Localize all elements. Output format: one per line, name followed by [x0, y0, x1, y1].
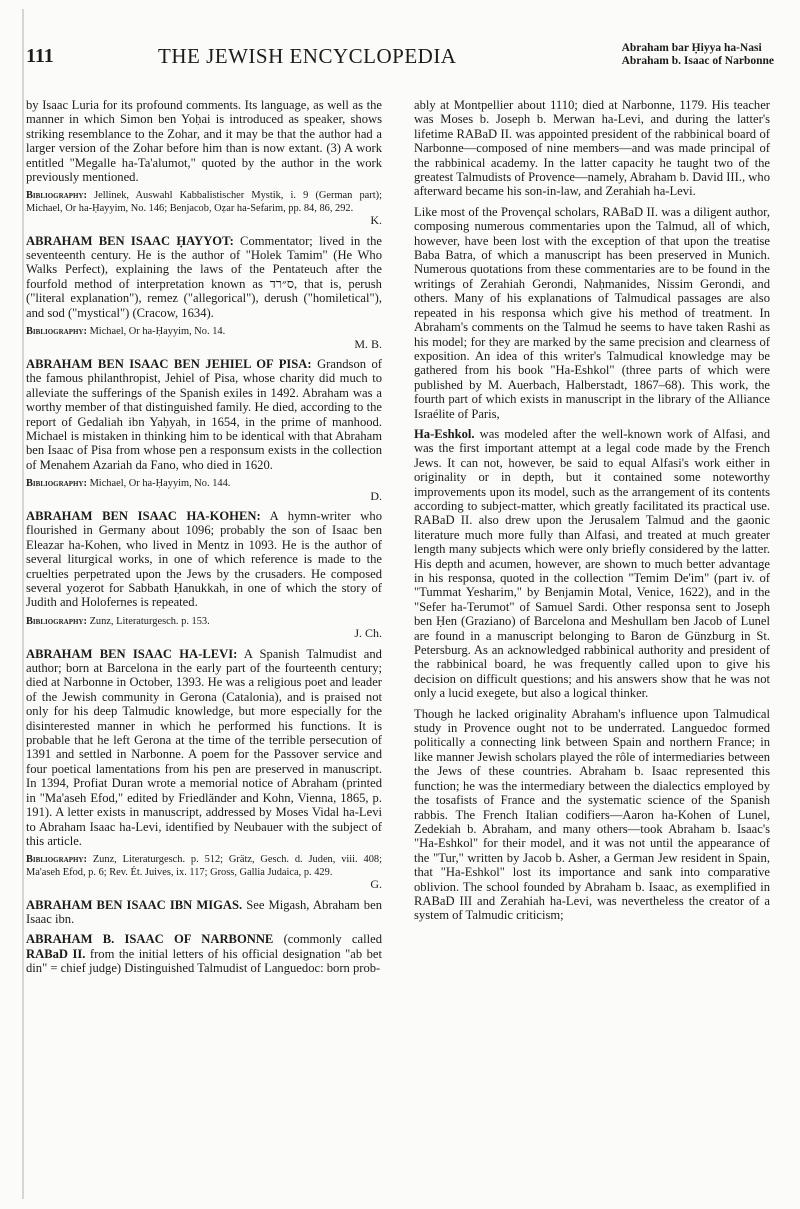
paragraph: ably at Montpellier about 1110; died at Narbonne, 1179. His teacher was Moses b. Joseph b. Merwan ha-Levi, and during the latter's lifetime RABaD II. was appointed president of the rabbinical board of Narbonne—composed of nine members—and was made principal of the rabbinical academy. In the latter capacity he taught two of the greatest Talmudists of Provence—namely, Abraham b. David III., who afterward became his son-in-law, and Zerahiah ha-Levi. [414, 98, 770, 199]
bibliography-label: Bibliography: [26, 190, 87, 202]
entry-heading: ABRAHAM B. ISAAC OF NARBONNE [26, 932, 274, 947]
entry-text: See Migash, Abraham ben Isaac ibn. [26, 897, 382, 926]
entry [26, 898, 382, 927]
page-edge-rule [22, 9, 24, 1199]
side-heading: Ha-Eshkol. [414, 426, 475, 441]
entry-heading: ABRAHAM BEN ISAAC HA-KOHEN: [26, 508, 261, 523]
bibliography [26, 854, 382, 879]
entry-text: Commentator; lived in the seventeenth century. He is the author of "Holek Tamim" (He Who Walks Perfect), explaining the laws of the Pentateuch after the fourfold method of interpretation known as ס״רד, that is, perush ("literal explanation"), remez ("allegorical"), derush ("homiletical"), and sod ("mystical") (Cracow, 1634). [26, 233, 382, 320]
running-head-line-2: Abraham b. Isaac of Narbonne [621, 55, 774, 67]
bibliography-text: Michael, Or ha-Ḥayyim, No. 14. [89, 326, 226, 338]
bibliography-text: Zunz, Literaturgesch. p. 512; Grätz, Gesch. d. Juden, viii. 408; Ma'aseh Efod, p. 6; Rev. Ét. Juives, ix. 117; Gross, Gallia Judaica, p. 429. [26, 854, 382, 878]
bibliography-text: Michael, Or ha-Ḥayyim, No. 144. [89, 478, 231, 490]
left-column [26, 98, 382, 982]
bibliography-label: Bibliography: [26, 478, 87, 490]
entry-heading: ABRAHAM BEN ISAAC IBN MIGAS. [26, 897, 243, 912]
entry-heading: ABRAHAM BEN ISAAC HA-LEVI: [26, 646, 238, 661]
entry [26, 357, 382, 472]
entry-heading: ABRAHAM BEN ISAAC ḤAYYOT: [26, 233, 234, 248]
running-head [622, 42, 774, 68]
paragraph: Like most of the Provençal scholars, RABaD II. was a diligent author, composing numerous commentaries upon the Talmud, all of which, however, have been lost with the exception of that upon the treatise Baba Batra, of which a manuscript has been preserved in Munich. Numerous quotations from these commentaries are to be found in the writings of Zerahiah Gerondi, Naḥmanides, Nissim Gerondi, and others. Many of his explanations of Talmudical passages are also repeated in his responsa which give his method of treatment. In Abraham's comments on the Talmud he seems to have taken Rashi as his model; for they are marked by the same precision and clearness of exposition. An idea of this writer's Talmudical knowledge may be gathered from his book "Ha-Eshkol" (three parts of which were published by M. Auerbach, Halberstadt, 1867–68). This work, the fourth part of which exists in manuscript in the library of the Alliance Israélite of Paris, [414, 204, 770, 421]
paragraph-text: was modeled after the well-known work of Alfasi, and was the first important attempt at a legal code made by the French Jews. It can not, however, be said to equal Alfasi's work either in originality or in depth, but it contained some noteworthy improvements upon its model, such as the arrangement of its contents according to subject-matter, which greatly facilitated its practical use. RABaD II. also drew upon the Jerusalem Talmud and the gaonic literature much more fully than Alfasi, and treated at much greater length many subjects which were only briefly considered by the latter. His depth and acumen, however, are shown to much better advantage in his responsa, quoted in the collection "Temim De'im" (part iv. of "Tummat Yesharim," by Benjamin Motal, Venice, 1622), and in the "Sefer ha-Terumot" of Samuel Sardi. Other responsa sent to Joseph ben Ḥen (Graziano) of Barcelona and Meshullam ben Jacob of Lunel are found in a manuscript belonging to Baron de Günzburg in St. Petersburg. As an acknowledged rabbinical authority and president of the rabbinical board, he was frequently called upon to give his decision on difficult questions; and his answers show that he was not only a lucid exegete, but also a logical thinker. [414, 426, 770, 701]
page-number: 111 [26, 45, 54, 67]
author-signature: K. [370, 213, 382, 228]
bibliography-label: Bibliography: [26, 854, 87, 866]
author-signature: G. [370, 877, 382, 892]
entry [26, 509, 382, 610]
entry-heading: ABRAHAM BEN ISAAC BEN JEHIEL OF PISA: [26, 356, 312, 371]
paragraph [414, 427, 770, 701]
right-column [414, 98, 770, 929]
paragraph: Though he lacked originality Abraham's influence upon Talmudical study in Provence ought not to be underrated. Languedoc formed politically a connecting link between Spain and northern France; in like manner Jewish scholars played the rôle of intermediaries between the Jews of these countries. Abraham b. Isaac represented this function; he was the intermediary between the dialectics employed by the tosafists of France and the systematic science of the Spanish rabbis. The French Italian codifiers—Aaron ha-Kohen of Lunel, Zedekiah b. Abraham, and many others—took Abraham b. Isaac's "Ha-Eshkol" for their model, and it was not until the appearance of the "Tur," written by Jacob b. Asher, a German Jew resident in Spain, that "Ha-Eshkol" lost its importance and sank into comparative oblivion. The school founded by Abraham b. Isaac, as exemplified in RABaD III and Zerahiah ha-Levi, was nevertheless the creator of a system of Talmudic criticism; [414, 706, 770, 923]
paragraph: by Isaac Luria for its profound comments. Its language, as well as the manner in which Simon ben Yoḥai is introduced as speaker, shows striking resemblance to the Zohar, and it may be that the author had a larger version of the Zohar before him than is now extant. (3) A work entitled "Megalle ha-Ta'alumot," quoted by the author in the work previously mentioned. [26, 98, 382, 185]
bibliography [26, 190, 382, 215]
entry-text: A Spanish Talmudist and author; born at Barcelona in the early part of the fourteenth century; died at Narbonne in October, 1393. He was a religious poet and leader of the Jewish community in Gerona (Catalonia), and is praised not only for his deep Talmudic knowledge, but more especially for the disinterested manner in which he performed his functions. It is probable that he left Gerona at the time of the terrible persecution of 1391 and settled in Narbonne. A poem for the Passover service and four poetical lamentations from his pen are preserved in manuscript. In 1394, Profiat Duran wrote a memorial notice of Abraham (printed in "Ma'aseh Efod," edited by Friedländer and Kohn, Vienna, 1865, p. 191). A letter exists in manuscript, addressed by Moses Vidal ha-Levi to Abraham Isaac ha-Levi, identified by Neubauer with the subject of this article. [26, 646, 382, 848]
author-signature: M. B. [354, 336, 382, 351]
bibliography-text: Zunz, Literaturgesch. p. 153. [89, 615, 210, 627]
entry-text: A hymn-writer who flourished in Germany about 1096; probably the son of Isaac ben Eleazar ha-Kohen, who lived in Mentz in 1093. He is the author of several liturgical works, in one of which reference is made to the cruelties perpetrated upon the Jews by the crusaders. He composed several yoẓerot for Sabbath Ḥanukkah, in one of which the story of Judith and Holofernes is repeated. [26, 508, 382, 610]
entry-text: (commonly called [283, 932, 382, 947]
bibliography-label: Bibliography: [26, 326, 87, 338]
page-header [26, 42, 776, 76]
journal-title: THE JEWISH ENCYCLOPEDIA [158, 44, 457, 68]
author-signature: D. [370, 488, 382, 503]
running-head-line-1: Abraham bar Ḥiyya ha-Nasi [621, 42, 762, 54]
entry [26, 647, 382, 849]
author-signature: J. Ch. [354, 626, 382, 641]
bibliography-text: Jellinek, Auswahl Kabbalistischer Mystik, i. 9 (German part); Michael, Or ha-Ḥayyim, No. 146; Benjacob, Oẓar ha-Sefarim, pp. 84, 86, 292. [26, 190, 382, 214]
entry-text: Grandson of the famous philanthropist, Jehiel of Pisa, whose charity did much to alleviate the sufferings of the Spanish exiles in 1492. Abraham was a worthy member of that distinguished family. He died, according to the report of Gedaliah ibn Yaḥyah, in 1654, in the prime of manhood. Michael is mistaken in thinking him to be identical with that Abraham ben Isaac of Pisa from whose pen a responsum exists in the collection of Menahem Azariah da Fano, who died in 1620. [26, 356, 382, 472]
entry [26, 932, 382, 975]
entry [26, 234, 382, 320]
entry-text: from the initial letters of his official designation "ab bet din" = chief judge) Distinguished Talmudist of Languedoc: born prob- [26, 946, 382, 976]
entry-abbreviation: RABaD II. [26, 946, 86, 961]
bibliography-label: Bibliography: [26, 615, 87, 627]
